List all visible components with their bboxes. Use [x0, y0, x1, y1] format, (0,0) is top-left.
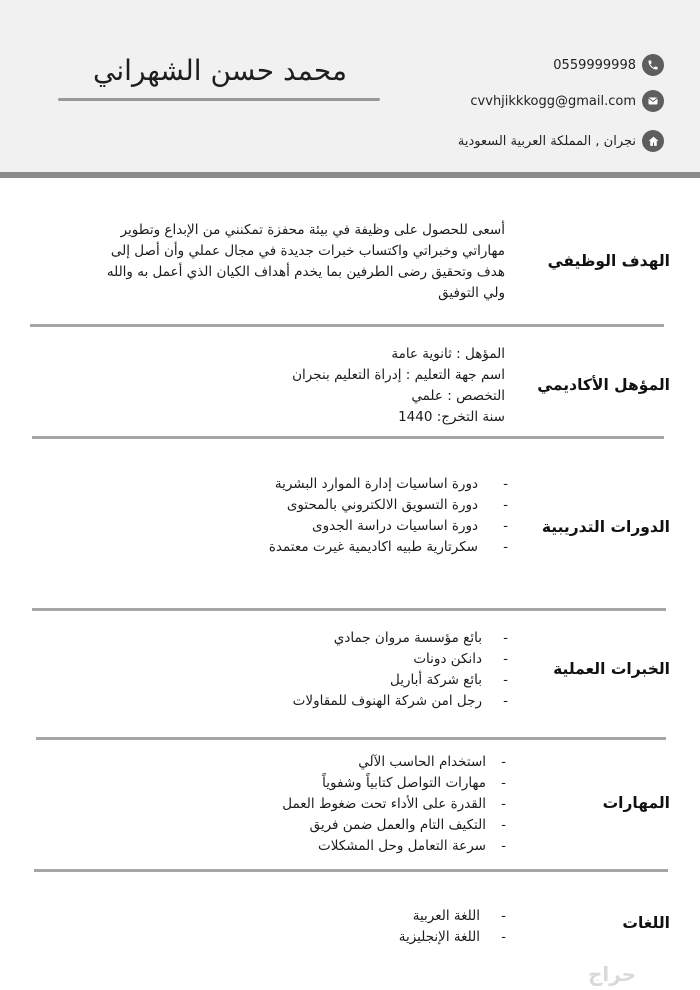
- list-item: - سكرتارية طبيه اكاديمية غيرت معتمدة: [269, 537, 478, 558]
- bullet-mark: -: [503, 476, 508, 492]
- list-item: - بائع شركة أباريل: [293, 670, 482, 691]
- list-item: - رجل امن شركة الهنوف للمقاولات: [293, 691, 482, 712]
- list-item: - دورة التسويق الالكتروني بالمحتوى: [269, 495, 478, 516]
- phone-icon: [642, 54, 664, 76]
- email-address: cvvhjikkkogg@gmail.com: [470, 93, 636, 109]
- contact-email: [470, 90, 664, 112]
- section-divider: [30, 324, 664, 327]
- list-item: - سرعة التعامل وحل المشكلات: [282, 836, 486, 857]
- list-item: - القدرة على الأداء تحت ضغوط العمل: [282, 794, 486, 815]
- list-item: - دانكن دونات: [293, 649, 482, 670]
- education-major: التخصص : علمي: [411, 388, 505, 404]
- phone-number: 0559999998: [553, 57, 636, 73]
- education-graduation-year: سنة التخرج: 1440: [398, 409, 505, 425]
- bullet-mark: -: [501, 775, 506, 791]
- section-divider: [34, 869, 668, 872]
- bullet-mark: -: [503, 651, 508, 667]
- address-text: نجران , المملكة العربية السعودية: [457, 133, 636, 149]
- watermark: حراج: [588, 962, 637, 986]
- list-item: - دورة اساسيات دراسة الجدوى: [269, 516, 478, 537]
- skills-list: [282, 752, 506, 857]
- objective-title: الهدف الوظيفي: [547, 252, 670, 270]
- list-item: - التكيف التام والعمل ضمن فريق: [282, 815, 486, 836]
- section-divider: [32, 436, 664, 439]
- section-divider: [36, 737, 666, 740]
- header-divider: [0, 172, 700, 178]
- education-title: المؤهل الأكاديمي: [537, 376, 670, 394]
- bullet-mark: -: [501, 929, 506, 945]
- education-qualification: المؤهل : ثانوية عامة: [391, 346, 505, 362]
- skills-title: المهارات: [602, 794, 670, 812]
- bullet-mark: -: [501, 908, 506, 924]
- section-divider: [32, 608, 666, 611]
- home-icon: [642, 130, 664, 152]
- education-institution: اسم جهة التعليم : إدراة التعليم بنجران: [292, 367, 505, 383]
- list-item: - استخدام الحاسب الآلي: [282, 752, 486, 773]
- bullet-mark: -: [501, 817, 506, 833]
- experience-list: [292, 628, 508, 712]
- bullet-mark: -: [503, 630, 508, 646]
- education-details: [292, 344, 505, 428]
- languages-title: اللغات: [622, 914, 670, 932]
- courses-title: الدورات التدريبية: [541, 518, 670, 536]
- list-item: - بائع مؤسسة مروان جمادي: [293, 628, 482, 649]
- bullet-mark: -: [503, 518, 508, 534]
- experience-title: الخبرات العملية: [553, 660, 670, 678]
- list-item: - اللغة الإنجليزية: [399, 927, 480, 948]
- courses-list: [268, 474, 508, 558]
- bullet-mark: -: [503, 497, 508, 513]
- objective-text: أسعى للحصول على وظيفة في بيئة محفزة تمكنني من الإبداع وتطوير مهاراتي وخبراتي واكتساب خبرات جديدة في مجال عملي وأن أصل إلى هدف وتحقيق رضى الطرفين بما يخدم أهداف الكيان الذي أعمل به والله ولي التوفيق: [106, 222, 505, 301]
- name-underline: [58, 98, 380, 101]
- contact-phone: [553, 54, 664, 76]
- list-item: - اللغة العربية: [399, 906, 480, 927]
- mail-icon: [642, 90, 664, 112]
- bullet-mark: -: [503, 693, 508, 709]
- contact-address: [458, 130, 664, 152]
- languages-list: [398, 906, 506, 948]
- bullet-mark: -: [501, 796, 506, 812]
- bullet-mark: -: [503, 672, 508, 688]
- list-item: - دورة اساسيات إدارة الموارد البشرية: [269, 474, 478, 495]
- bullet-mark: -: [501, 838, 506, 854]
- bullet-mark: -: [503, 539, 508, 555]
- candidate-name: محمد حسن الشهراني: [93, 54, 347, 87]
- bullet-mark: -: [501, 754, 506, 770]
- list-item: - مهارات التواصل كتابياً وشفوياً: [282, 773, 486, 794]
